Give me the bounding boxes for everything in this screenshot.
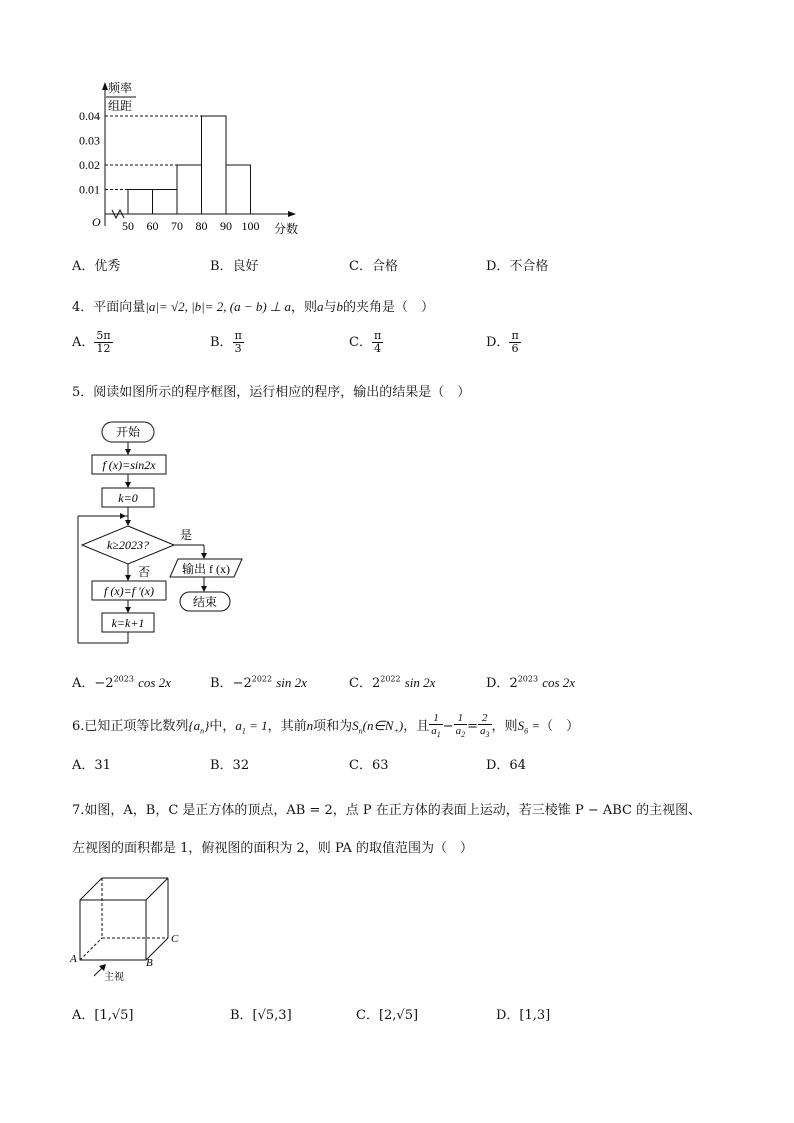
q4-option-c[interactable]: C． $\frac{\pi}{4}$ xyxy=(349,329,382,355)
x-tick-label: 70 xyxy=(171,219,183,233)
q5-option-c[interactable]: C．$2^{2022}$ sin 2x xyxy=(349,674,436,691)
program-flowchart xyxy=(70,418,260,650)
front-view-label: 主视 xyxy=(104,972,124,983)
q5-option-b[interactable]: B．$-2^{2022}$ sin 2x xyxy=(210,674,307,691)
cube-label-c: C xyxy=(171,933,179,945)
q4-mid: 与 xyxy=(323,300,337,315)
histogram-bar xyxy=(153,190,178,215)
flow-update-f: f (x)=f ′(x) xyxy=(103,584,155,598)
x-tick-label: 80 xyxy=(195,219,208,233)
q6-option-b[interactable]: B．32 xyxy=(210,758,250,773)
flow-assign: f (x)=sin2x xyxy=(102,458,156,472)
cube-figure xyxy=(66,872,196,984)
frequency-histogram xyxy=(60,78,320,238)
x-axis-label: 分数 xyxy=(274,222,299,236)
y-label-bottom: 组距 xyxy=(108,99,133,113)
flow-no: 否 xyxy=(138,565,151,579)
cube-label-a: A xyxy=(70,953,77,965)
q5-option-d[interactable]: D．$2^{2023}$ cos 2x xyxy=(486,674,576,691)
y-label-top: 频率 xyxy=(108,81,133,95)
q7-option-a[interactable]: A．[1,√5] xyxy=(72,1008,134,1023)
histogram-bar xyxy=(128,190,153,215)
flow-yes: 是 xyxy=(180,528,193,542)
q3-option-c[interactable]: C．合格 xyxy=(349,259,398,274)
q7-option-d[interactable]: D．[1,3] xyxy=(496,1008,551,1023)
flow-output: 输出 f (x) xyxy=(182,562,230,576)
y-tick-label: 0.02 xyxy=(79,158,100,172)
q5-question: 5．阅读如图所示的程序框图，运行相应的程序，输出的结果是（ ） xyxy=(72,385,471,400)
flow-end: 结束 xyxy=(192,595,218,609)
histogram-bar xyxy=(202,116,227,214)
x-tick-label: 50 xyxy=(122,219,134,233)
q4-prefix: 4．平面向量 xyxy=(72,300,146,315)
x-tick-label: 100 xyxy=(241,219,260,233)
cube-label-b: B xyxy=(146,957,153,969)
q7-option-b[interactable]: B．[√5,3] xyxy=(230,1008,292,1023)
q4-option-d[interactable]: D． $\frac{\pi}{6}$ xyxy=(486,329,519,355)
q4-option-b[interactable]: B． $\frac{\pi}{3}$ xyxy=(210,329,242,355)
q7-line-1: 7.如图，A，B，C 是正方体的顶点，AB = 2，点 P 在正方体的表面上运动，若三棱锥 P − ABC 的主视图、 xyxy=(72,803,702,818)
q6-option-a[interactable]: A．31 xyxy=(72,758,111,773)
y-tick-label: 0.01 xyxy=(79,182,100,197)
origin-label: O xyxy=(92,215,101,229)
q4-option-a[interactable]: A． $\frac{5\pi}{12}$ xyxy=(72,329,111,355)
q4-end: 的夹角是（ ） xyxy=(343,300,435,315)
q6-question: 6.已知正项等比数列$\{a_n\}$中，$a_1 = 1$，其前n项和为$S_n(n\in N_+)$，且 $\frac{1}{a_1}$ − $\frac{1}{a_2}$ = $\frac{2}{a_3}$ ，则$S_6$ =（ ） xyxy=(72,712,580,740)
q3-option-a[interactable]: A．优秀 xyxy=(72,259,121,274)
q7-line-2: 左视图的面积都是 1，俯视图的面积为 2，则 PA 的取值范围为（ ） xyxy=(72,841,474,856)
q7-option-c[interactable]: C．[2,√5] xyxy=(356,1008,419,1023)
flow-condition: k≥2023? xyxy=(107,538,149,552)
flow-update-k: k=k+1 xyxy=(111,616,145,630)
q4-suffix: ，则 xyxy=(291,300,318,315)
q5-option-a[interactable]: A．$-2^{2023}$ cos 2x xyxy=(72,674,171,691)
histogram-bar xyxy=(226,165,251,214)
histogram-bar xyxy=(177,165,202,214)
x-tick-label: 60 xyxy=(146,219,159,233)
q3-option-b[interactable]: B．良好 xyxy=(210,259,259,274)
flow-init: k=0 xyxy=(118,491,138,505)
x-tick-label: 90 xyxy=(220,219,232,233)
q6-option-c[interactable]: C．63 xyxy=(349,758,389,773)
flow-start: 开始 xyxy=(115,425,141,439)
q4-question: 4．平面向量|a|= √2, |b|= 2, (a − b) ⊥ a，则a与b的夹角是（ ） xyxy=(72,299,435,315)
y-tick-label: 0.03 xyxy=(79,133,100,148)
q6-option-d[interactable]: D．64 xyxy=(486,758,526,773)
q3-option-d[interactable]: D．不合格 xyxy=(486,259,549,274)
y-tick-label: 0.04 xyxy=(79,109,100,123)
